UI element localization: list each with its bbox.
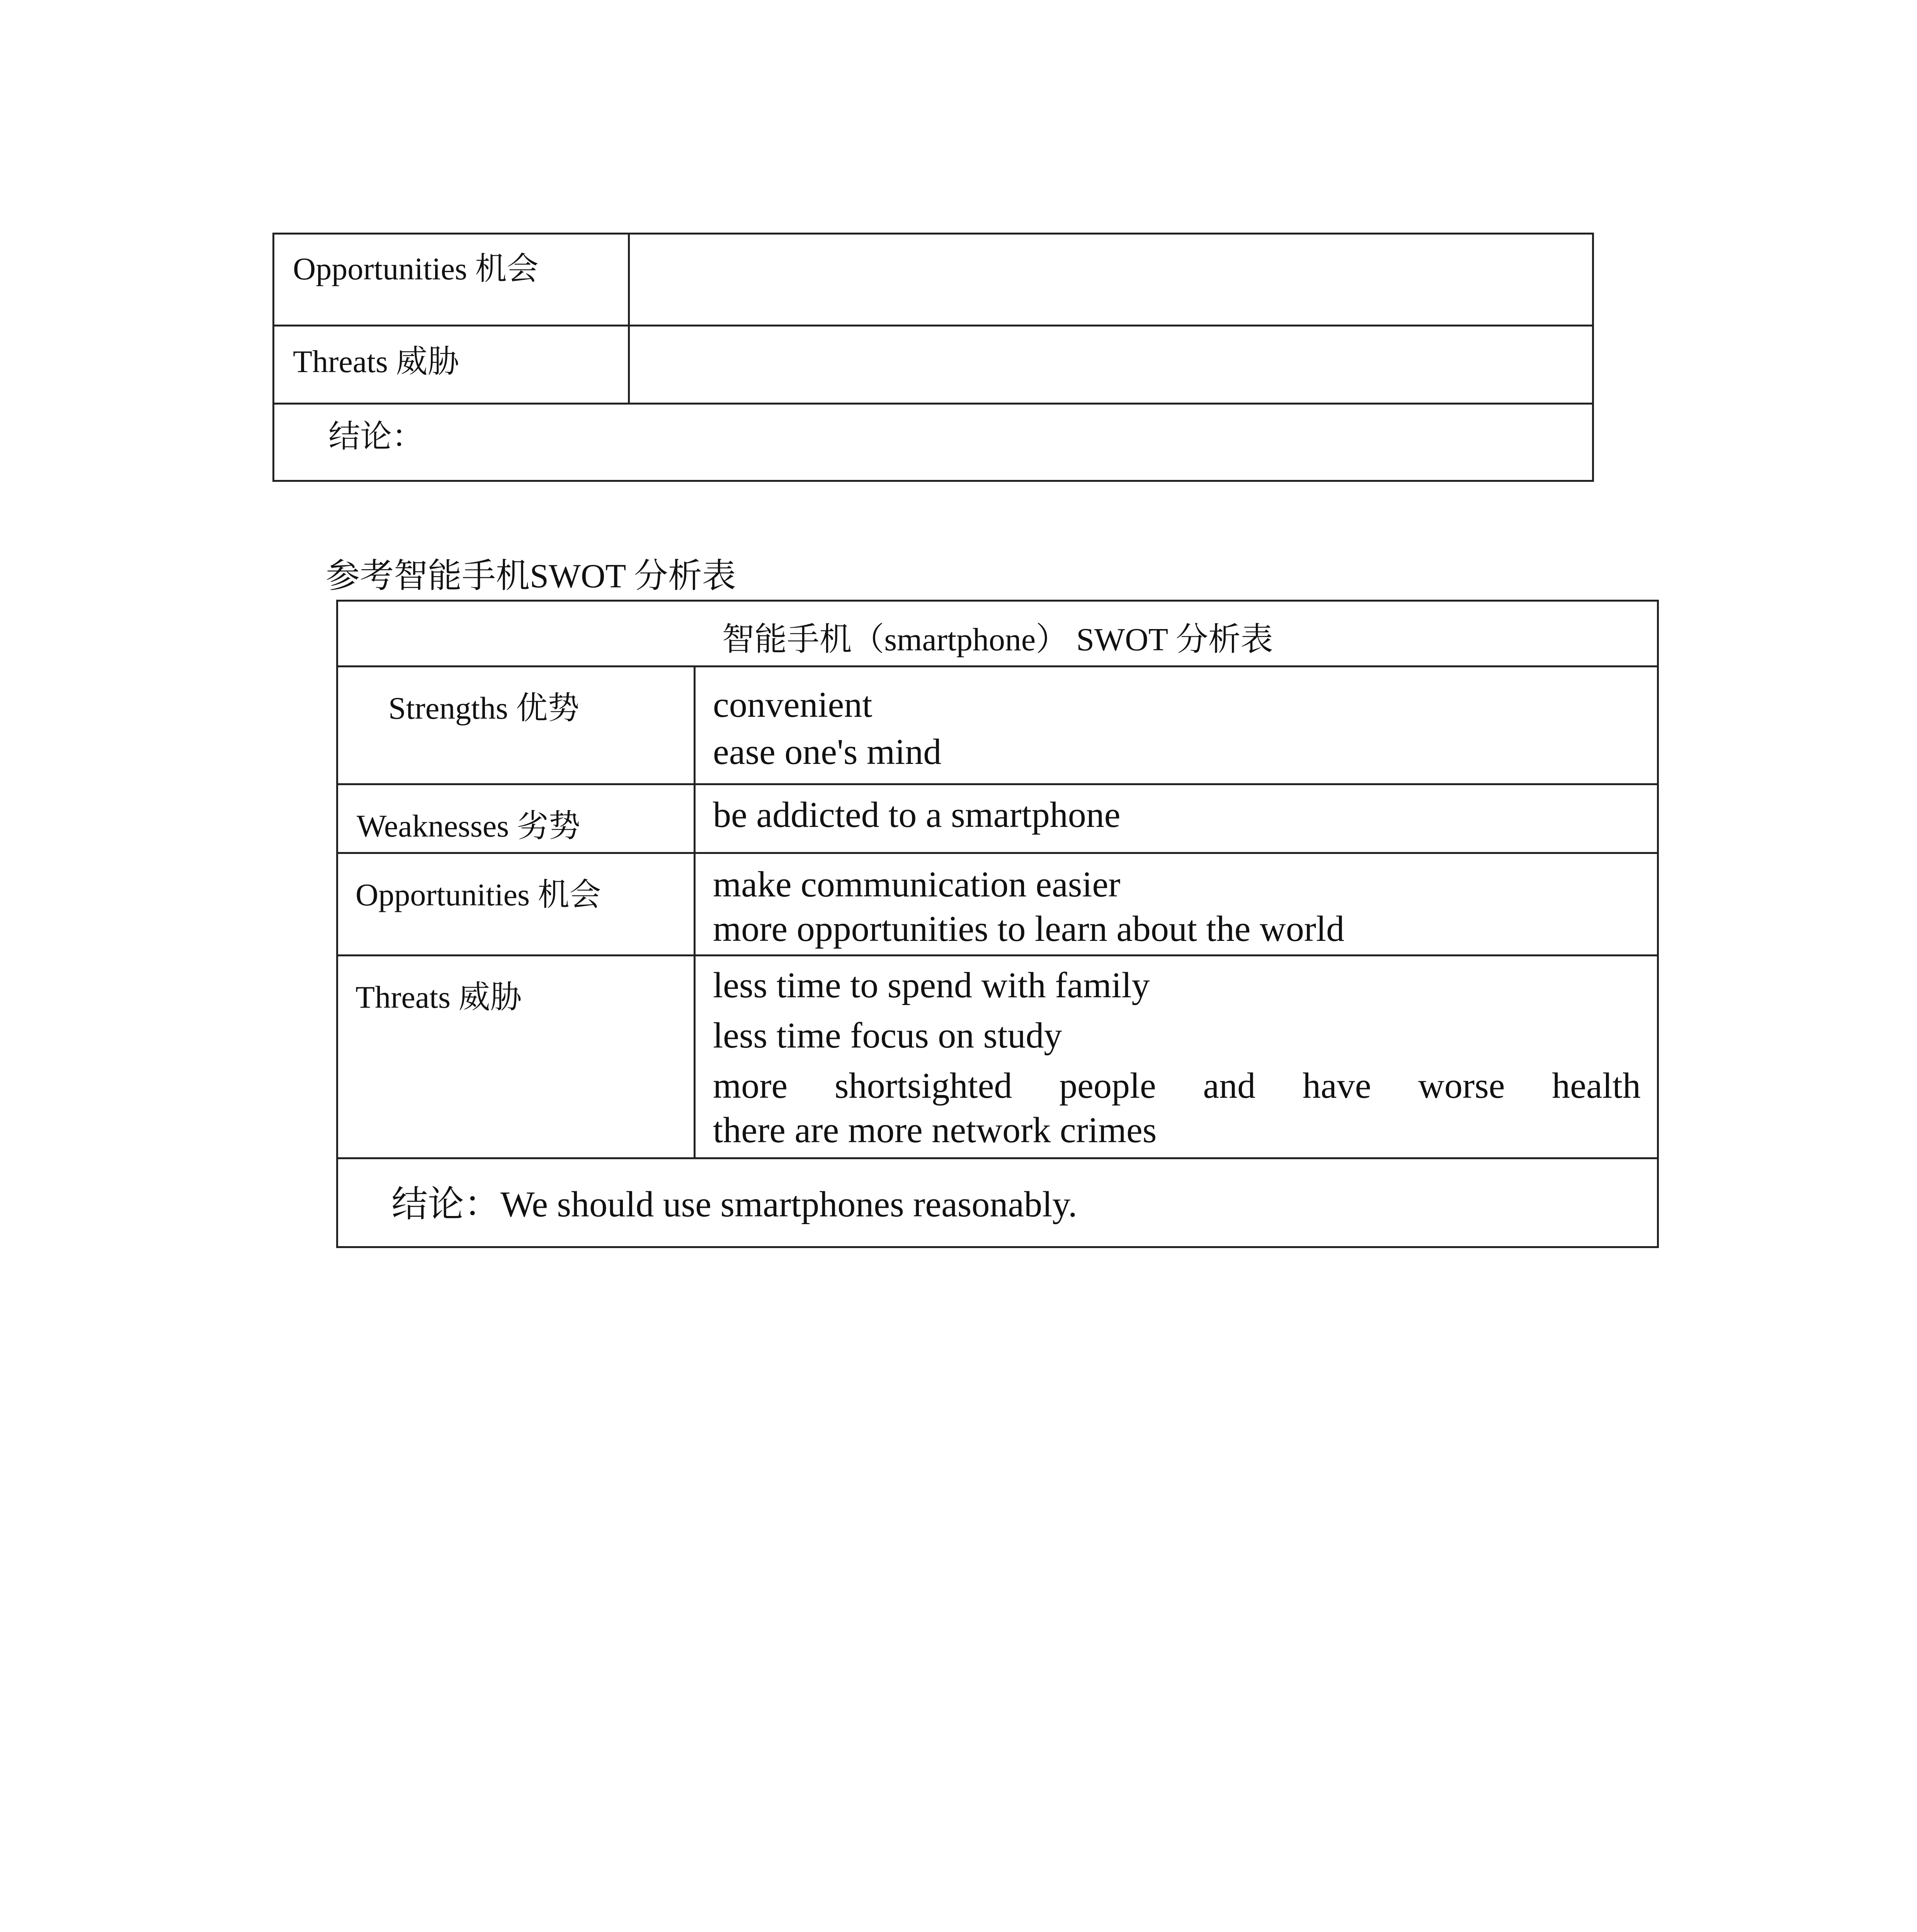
strengths-label: Strengths 优势 <box>388 690 580 726</box>
conclusion-label: 结论： <box>328 419 424 454</box>
blank-cell-opportunities-label <box>274 234 629 326</box>
threat-word: health <box>1552 1066 1641 1106</box>
threat-word: people <box>1059 1066 1156 1106</box>
blank-row-threats <box>274 326 1593 404</box>
swot-label-cell <box>337 667 695 784</box>
threats-label: Threats 威胁 <box>356 980 522 1015</box>
opportunity-line: more opportunities to learn about the world <box>713 909 1345 949</box>
strength-line: convenient <box>713 685 873 725</box>
blank-cell-conclusion <box>274 404 1593 481</box>
swot-label-cell <box>337 956 695 1158</box>
swot-table-title: 智能手机（smartphone） SWOT 分析表 <box>722 622 1273 658</box>
swot-label-cell <box>337 784 695 853</box>
swot-content-cell <box>695 784 1658 853</box>
opportunities-label: Opportunities 机会 <box>293 251 539 286</box>
swot-content-cell <box>695 667 1658 784</box>
swot-label-cell <box>337 853 695 956</box>
threat-line: less time to spend with family <box>713 965 1150 1005</box>
threat-line-justified <box>713 1061 1641 1111</box>
threat-word: have <box>1302 1066 1371 1106</box>
swot-content-cell <box>695 853 1658 956</box>
swot-row-strengths <box>337 667 1658 784</box>
swot-title-cell <box>337 601 1658 667</box>
blank-swot-table <box>272 233 1594 482</box>
threat-word: more <box>713 1066 788 1106</box>
weakness-line: be addicted to a smartphone <box>713 795 1121 835</box>
weaknesses-label: Weaknesses 劣势 <box>357 808 580 844</box>
blank-row-conclusion <box>274 404 1593 481</box>
swot-conclusion-row <box>337 1158 1658 1247</box>
swot-conclusion-cell <box>337 1158 1658 1247</box>
threats-label: Threats 威胁 <box>293 344 459 379</box>
blank-row-opportunities <box>274 234 1593 326</box>
blank-cell-threats-value <box>629 326 1593 404</box>
threat-word: and <box>1203 1066 1256 1106</box>
swot-content-cell <box>695 956 1658 1158</box>
swot-row-weaknesses <box>337 784 1658 853</box>
blank-cell-opportunities-value <box>629 234 1593 326</box>
reference-caption: 参考智能手机SWOT 分析表 <box>326 558 736 595</box>
threat-line: there are more network crimes <box>713 1110 1157 1150</box>
swot-row-threats <box>337 956 1658 1158</box>
blank-cell-threats-label <box>274 326 629 404</box>
swot-row-opportunities <box>337 853 1658 956</box>
opportunity-line: make communication easier <box>713 864 1121 905</box>
strength-line: ease one's mind <box>713 732 942 772</box>
threat-word: worse <box>1418 1066 1505 1106</box>
swot-title-row <box>337 601 1658 667</box>
threat-line: less time focus on study <box>713 1015 1062 1056</box>
threat-word: shortsighted <box>834 1066 1012 1106</box>
smartphone-swot-table <box>336 600 1659 1248</box>
swot-conclusion: 结论：We should use smartphones reasonably. <box>391 1184 1077 1225</box>
opportunities-label: Opportunities 机会 <box>356 877 601 912</box>
